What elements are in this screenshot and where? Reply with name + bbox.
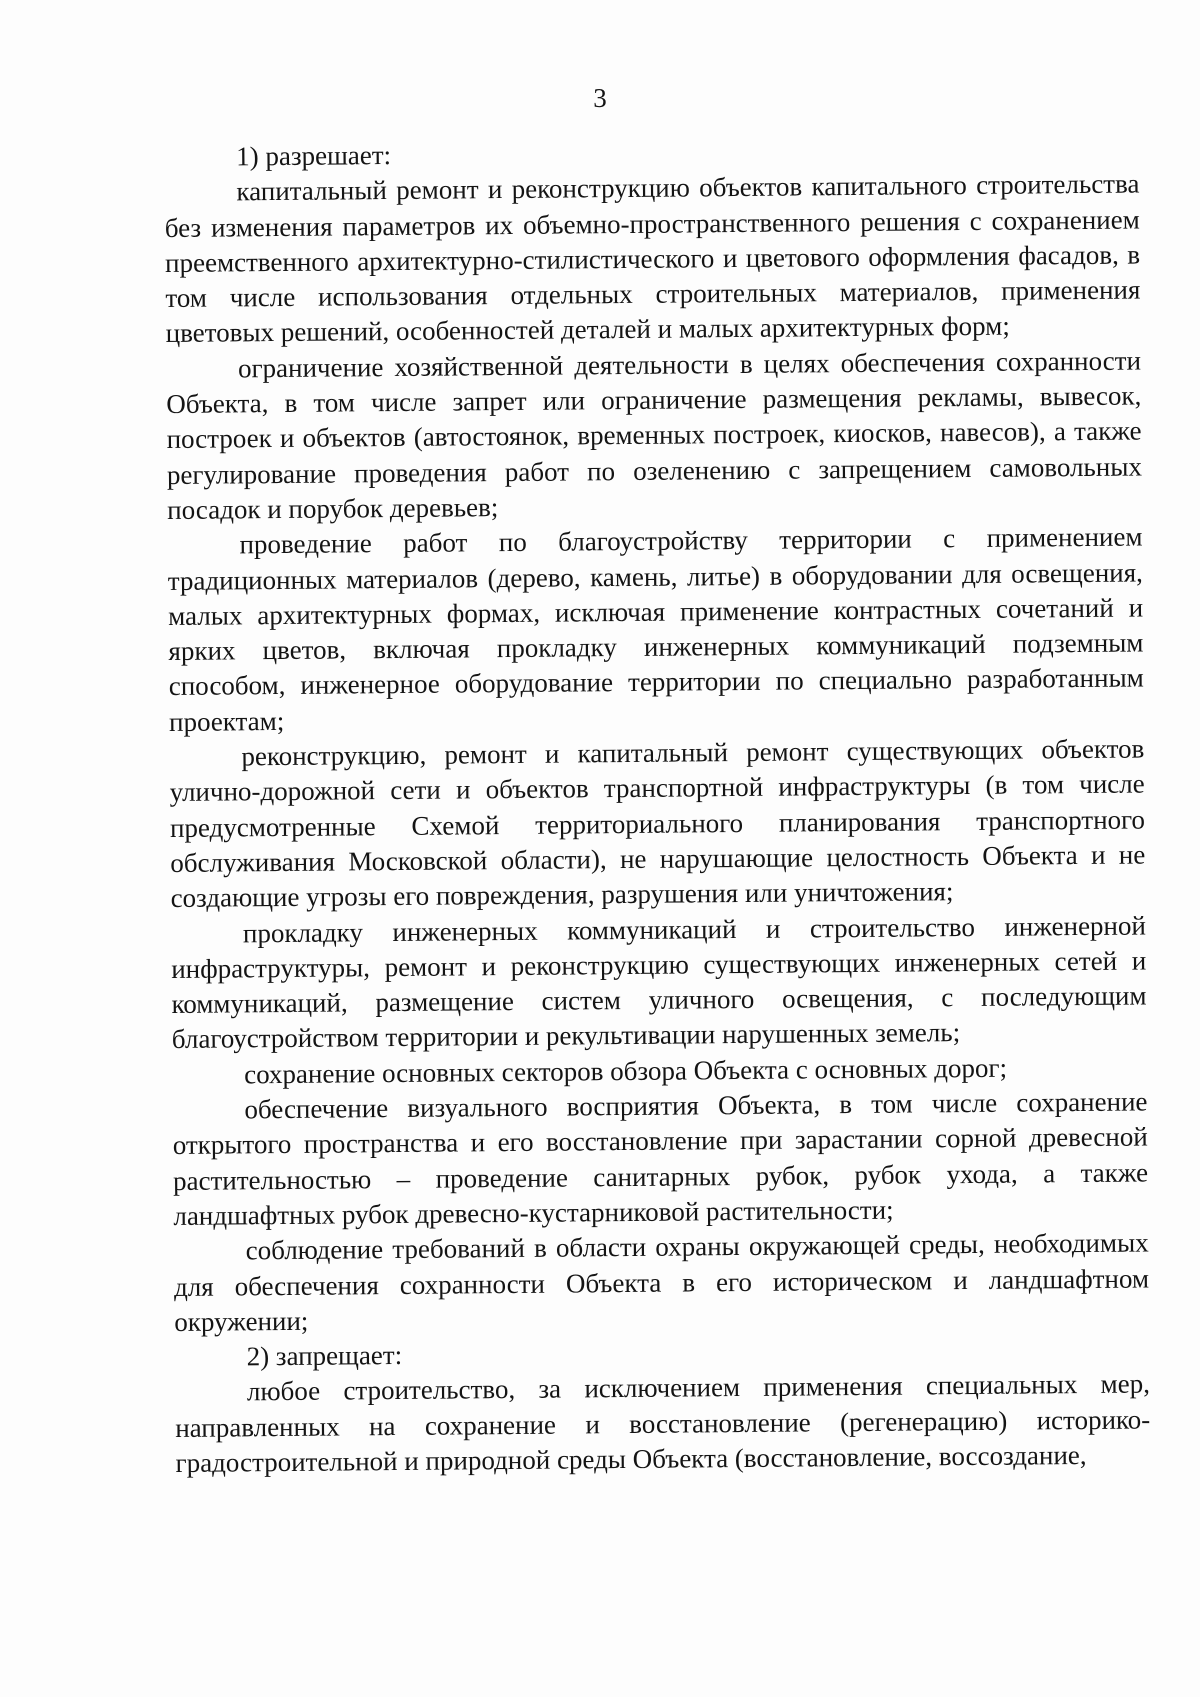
section-heading-permits: 1) разрешает: xyxy=(236,140,392,172)
document-body xyxy=(164,131,1151,1481)
paragraph-visual-perception: обеспечение визуального восприятия Объекта, в том числе сохранение открытого пространства и его восстановление при зарастании сорной древесной растительностью – проведение санитарных рубок, рубок ухода, а также ландшафтных рубок древесно-кустарниковой растительности; xyxy=(172,1086,1149,1231)
page-number: 3 xyxy=(593,83,607,113)
paragraph-utilities: прокладку инженерных коммуникаций и строительство инженерной инфраструктуры, ремонт и реконструкцию существующих инженерных сетей и коммуникаций, размещение систем уличного освещения, с последующим благоустройством территории и рекультивации нарушенных земель; xyxy=(171,909,1147,1055)
paragraph-capital-repair: капитальный ремонт и реконструкцию объектов капитального строительства без изменения параметров их объемно-пространственного решения с сохранением преемственного архитектурно-стилистического и цветового оформления фасадов, в том числе использования отдельных строительных материалов, применения цветовых решений, особенностей деталей и малых архитектурных форм; xyxy=(164,168,1141,349)
paragraph-construction-ban: любое строительство, за исключением применения специальных мер, направленных на сохранение и восстановление (регенерацию) историко-градостроительной и природной среды Объекта (восстановление, воссоздание, xyxy=(175,1368,1151,1478)
paragraph-environment: соблюдение требований в области охраны окружающей среды, необходимых для обеспечения сохранности Объекта в его историческом и ландшафтном окружении; xyxy=(173,1227,1150,1337)
section-heading-prohibits: 2) запрещает: xyxy=(246,1340,403,1372)
paragraph-landscaping: проведение работ по благоустройству территории с применением традиционных материалов (дерево, камень, литье) в оборудовании для освещения, малых архитектурных формах, исключая применение контрастных сочетаний и ярких цветов, включая прокладку инженерных коммуникаций подземным способом, инженерное оборудование территории по специально разработанным проектам; xyxy=(167,521,1144,737)
paragraph-economic-restriction: ограничение хозяйственной деятельности в целях обеспечения сохранности Объекта, в том числе запрет или ограничение размещения рекламы, вывесок, построек и объектов (автостоянок, временных построек, киосков, навесов), а также регулирование проведения работ по озеленению с запрещением самовольных посадок и порубок деревьев; xyxy=(166,345,1143,525)
paragraph-road-network: реконструкцию, ремонт и капитальный ремонт существующих объектов улично-дорожной сети и объектов транспортной инфраструктуры (в том числе предусмотренные Схемой территориального планирования транспортного обслуживания Московской области), не нарушающие целостность Объекта и не создающие угрозы его повреждения, разрушения или уничтожения; xyxy=(169,733,1146,914)
paragraph-view-sectors: сохранение основных секторов обзора Объекта с основных дорог; xyxy=(244,1052,1008,1090)
